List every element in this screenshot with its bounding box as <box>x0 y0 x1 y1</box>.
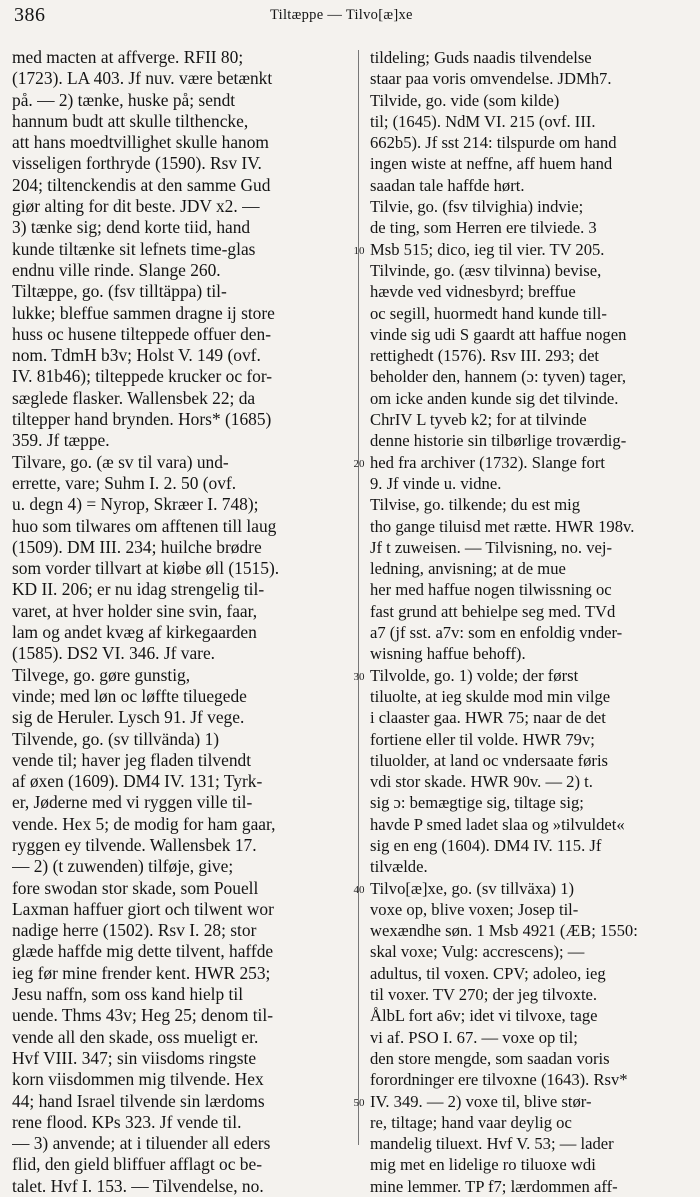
text-line: Tilvege, go. gøre gunstig, <box>12 664 191 685</box>
text-line: sig de Heruler. Lysch 91. Jf vege. <box>12 707 245 728</box>
text-line: lam og andet kvæg af kirkegaarden <box>12 622 257 643</box>
text-line: IV. 349. — 2) voxe til, blive stør- <box>370 1091 592 1111</box>
line-number: 30 <box>353 670 365 683</box>
text-line: Tilvide, go. vide (som kilde) <box>370 90 560 110</box>
column-divider <box>358 50 359 1145</box>
text-line: forordninger ere tilvoxne (1643). Rsv* <box>370 1070 628 1090</box>
text-line: sig ɔ: bemægtige sig, tiltage sig; <box>370 793 584 813</box>
text-line: voxe op, blive voxen; Josep til- <box>370 899 579 919</box>
text-line: Tilvende, go. (sv tillvända) 1) <box>12 728 220 749</box>
line-number: 20 <box>353 457 365 470</box>
text-line: — 3) anvende; at i tiluender all eders <box>12 1133 271 1154</box>
text-line: ingen wiste at neffne, aff huem hand <box>370 154 613 174</box>
line-number: 40 <box>353 883 365 896</box>
text-line: (1723). LA 403. Jf nuv. være betænkt <box>12 68 273 89</box>
text-line: endnu ville rinde. Slange 260. <box>12 259 221 280</box>
text-line: Tilvo[æ]xe, go. (sv tillväxa) 1) <box>370 878 575 898</box>
text-line: varet, at hver holder sine svin, faar, <box>12 600 258 621</box>
text-line: hævde ved vidnesbyrd; breffue <box>370 282 576 302</box>
text-line: att hans moedtvillighet skulle hanom <box>12 132 269 153</box>
text-line: Msb 515; dico, ieg til vier. TV 205. <box>370 239 605 259</box>
text-line: IV. 81b46); tilteppede krucker oc for- <box>12 366 273 387</box>
text-line: nom. TdmH b3v; Holst V. 149 (ovf. <box>12 345 261 366</box>
text-line: 44; hand Israel tilvende sin lærdoms <box>12 1090 265 1111</box>
text-line: (1585). DS2 VI. 346. Jf vare. <box>12 643 216 664</box>
page-number: 386 <box>14 4 46 26</box>
text-line: fortiene eller til volde. HWR 79v; <box>370 729 595 749</box>
text-line: Tilvare, go. (æ sv til vara) und- <box>12 451 229 472</box>
text-line: i claaster gaa. HWR 75; naar de det <box>370 708 606 728</box>
text-line: rettighedt (1576). Rsv III. 293; det <box>370 346 600 366</box>
text-line: mig met en lidelige ro tiluoxe wdi <box>370 1155 596 1175</box>
text-line: (1509). DM III. 234; huilche brødre <box>12 536 262 557</box>
text-line: er, Jøderne med vi ryggen ville til- <box>12 792 253 813</box>
text-line: til; (1645). NdM VI. 215 (ovf. III. <box>370 111 596 131</box>
text-line: 9. Jf vinde u. vidne. <box>370 473 502 493</box>
text-line: havde P smed ladet slaa og »tilvuldet« <box>370 814 625 834</box>
text-line: som vorder tillvart at kiøbe øll (1515). <box>12 558 280 579</box>
text-line: skal voxe; Vulg: accrescens); — <box>370 942 585 962</box>
text-line: rene flood. KPs 323. Jf vende til. <box>12 1111 242 1132</box>
text-line: af øxen (1609). DM4 IV. 131; Tyrk- <box>12 771 263 792</box>
text-line: huo som tilwares om afftenen till laug <box>12 515 277 536</box>
text-line: hed fra archiver (1732). Slange fort <box>370 452 605 472</box>
text-line: huss oc husene tilteppede offuer den- <box>12 323 272 344</box>
text-line: tilvælde. <box>370 857 428 877</box>
text-line: fast grund att behielpe seg med. TVd <box>370 601 616 621</box>
text-line: oc segill, huormedt hand kunde till- <box>370 303 607 323</box>
text-line: den store mengde, som saadan voris <box>370 1048 610 1068</box>
text-line: Tiltæppe, go. (fsv tilltäppa) til- <box>12 281 227 302</box>
text-line: 662b5). Jf sst 214: tilspurde om hand <box>370 133 617 153</box>
text-line: beholder den, hannem (ɔ: tyven) tager, <box>370 367 626 387</box>
text-line: saadan tale haffde hørt. <box>370 175 525 195</box>
text-line: errette, vare; Suhm I. 2. 50 (ovf. <box>12 472 237 493</box>
text-line: ChrIV L tyveb k2; for at tilvinde <box>370 410 587 430</box>
text-line: wexændhe søn. 1 Msb 4921 (ÆB; 1550: <box>370 921 638 941</box>
text-line: 3) tænke sig; dend korte tiid, hand <box>12 217 251 238</box>
text-line: tiluolder, at land oc vndersaate føris <box>370 750 609 770</box>
line-number: 10 <box>353 244 365 257</box>
text-line: denne historie sin tilbørlige troværdig- <box>370 431 627 451</box>
text-line: visseligen forthryde (1590). Rsv IV. <box>12 153 262 174</box>
text-line: flid, den gield bliffuer afflagt oc be- <box>12 1154 262 1175</box>
text-line: om icke anden kunde sig det tilvinde. <box>370 388 619 408</box>
text-line: fore swodan stor skade, som Pouell <box>12 877 259 898</box>
text-line: Tilvise, go. tilkende; du est mig <box>370 495 581 515</box>
text-line: uende. Thms 43v; Heg 25; denom til- <box>12 1005 273 1026</box>
page-header <box>0 0 700 36</box>
text-line: ÅlbL fort a6v; idet vi tilvoxe, tage <box>370 1006 598 1026</box>
text-line: mine lemmer. TP f7; lærdommen aff- <box>370 1176 618 1196</box>
text-line: glæde haffde mig dette tilvent, haffde <box>12 941 274 962</box>
text-line: 359. Jf tæppe. <box>12 430 110 451</box>
text-line: mandelig tiluext. Hvf V. 53; — lader <box>370 1134 614 1154</box>
text-line: vinde sig udi S gaardt att haffue nogen <box>370 324 627 344</box>
text-line: vende. Hex 5; de modig for ham gaar, <box>12 813 276 834</box>
running-head: Tiltæppe — Tilvo[æ]xe <box>270 7 413 23</box>
text-line: vinde; med løn oc løffte tiluegede <box>12 685 247 706</box>
text-line: talet. Hvf I. 153. — Tilvendelse, no. <box>12 1175 264 1196</box>
text-line: tildeling; Guds naadis tilvendelse <box>370 48 592 67</box>
text-line: wisning haffue behoff). <box>370 644 526 664</box>
text-line: ryggen ey tilvende. Wallensbek 17. <box>12 834 257 855</box>
text-line: adultus, til voxen. CPV; adoleo, ieg <box>370 963 606 983</box>
text-line: re, tiltage; hand vaar deylig oc <box>370 1112 572 1132</box>
text-line: på. — 2) tænke, huske på; sendt <box>12 89 236 110</box>
text-line: sig en eng (1604). DM4 IV. 115. Jf <box>370 835 602 855</box>
text-line: u. degn 4) = Nyrop, Skræer I. 748); <box>12 494 259 515</box>
text-line: lukke; bleffue sammen dragne ij store <box>12 302 275 323</box>
text-line: de ting, som Herren ere tilviede. 3 <box>370 218 597 238</box>
text-line: Tilvolde, go. 1) volde; der først <box>370 665 579 685</box>
text-line: Jf t zuweisen. — Tilvisning, no. vej- <box>370 537 612 557</box>
text-line: Hvf VIII. 347; sin viisdoms ringste <box>12 1047 257 1068</box>
text-line: ledning, anvisning; at de mue <box>370 559 566 579</box>
text-line: vende til; haver jeg fladen tilvendt <box>12 749 252 770</box>
text-line: korn viisdommen mig tilvende. Hex <box>12 1069 264 1090</box>
text-line: Jesu naffn, som oss kand hielp til <box>12 984 244 1005</box>
text-line: Laxman haffuer giort och tilwent wor <box>12 898 274 919</box>
text-line: sæglede flasker. Wallensbek 22; da <box>12 387 256 408</box>
text-line: her med haffue nogen tilwissning oc <box>370 580 612 600</box>
right-column <box>370 47 692 1197</box>
text-line: til voxer. TV 270; der jeg tilvoxte. <box>370 985 598 1005</box>
text-line: — 2) (t zuwenden) tilføje, give; <box>12 856 234 877</box>
left-column <box>12 47 348 1197</box>
text-line: KD II. 206; er nu idag strengelig til- <box>12 579 265 600</box>
text-line: vdi stor skade. HWR 90v. — 2) t. <box>370 772 593 792</box>
text-line: med macten at affverge. RFII 80; <box>12 47 244 67</box>
text-line: hannum budt att skulle tilthencke, <box>12 110 249 131</box>
text-line: a7 (jf sst. a7v: som en enfoldig vnder- <box>370 623 623 643</box>
text-line: Tilvie, go. (fsv tilvighia) indvie; <box>370 197 584 217</box>
text-line: staar paa voris omvendelse. JDMh7. <box>370 69 612 89</box>
text-line: ieg før mine frender kent. HWR 253; <box>12 962 271 983</box>
text-line: giør alting for dit beste. JDV x2. — <box>12 196 260 217</box>
text-line: tiluolte, at ieg skulde mod min vilge <box>370 686 611 706</box>
line-number: 50 <box>353 1096 365 1109</box>
text-line: vi af. PSO I. 67. — voxe op til; <box>370 1027 578 1047</box>
text-line: vende all den skade, oss mueligt er. <box>12 1026 259 1047</box>
text-line: kunde tiltænke sit lefnets time-glas <box>12 238 256 259</box>
text-line: Tilvinde, go. (æsv tilvinna) bevise, <box>370 260 602 280</box>
text-line: 204; tiltenckendis at den samme Gud <box>12 174 271 195</box>
text-line: nadige herre (1502). Rsv I. 28; stor <box>12 920 257 941</box>
text-line: tiltepper hand brynden. Hors* (1685) <box>12 409 272 430</box>
text-line: tho gange tiluisd met rætte. HWR 198v. <box>370 516 635 536</box>
